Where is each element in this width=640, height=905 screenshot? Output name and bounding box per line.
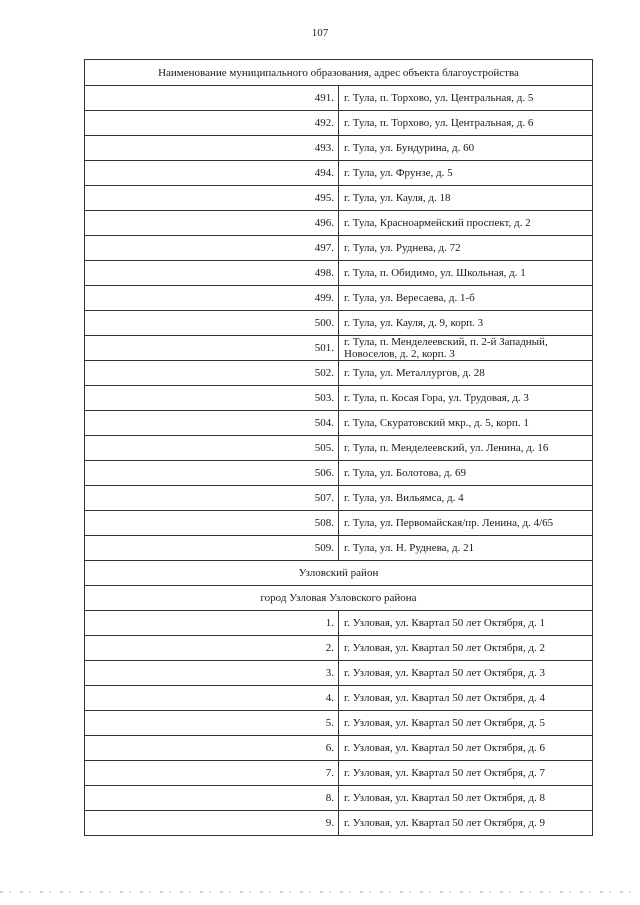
table-row [85, 711, 593, 736]
row-number: 505. [85, 436, 339, 461]
table-row [85, 761, 593, 786]
section-row [85, 561, 593, 586]
row-address: г. Тула, Красноармейский проспект, д. 2 [339, 211, 593, 236]
row-address: г. Узловая, ул. Квартал 50 лет Октября, д. 9 [339, 811, 593, 836]
row-address: г. Узловая, ул. Квартал 50 лет Октября, д. 7 [339, 761, 593, 786]
row-number: 499. [85, 286, 339, 311]
row-address: г. Узловая, ул. Квартал 50 лет Октября, д. 8 [339, 786, 593, 811]
row-address: г. Узловая, ул. Квартал 50 лет Октября, д. 1 [339, 611, 593, 636]
row-number: 5. [85, 711, 339, 736]
table-row [85, 611, 593, 636]
row-number: 495. [85, 186, 339, 211]
row-address: г. Тула, ул. Н. Руднева, д. 21 [339, 536, 593, 561]
row-address: г. Тула, ул. Первомайская/пр. Ленина, д. 4/65 [339, 511, 593, 536]
table-row [85, 336, 593, 361]
address-table-body [85, 60, 593, 836]
row-address: г. Тула, п. Менделеевский, ул. Ленина, д. 16 [339, 436, 593, 461]
table-row [85, 236, 593, 261]
table-row [85, 111, 593, 136]
row-number: 509. [85, 536, 339, 561]
row-number: 497. [85, 236, 339, 261]
row-number: 9. [85, 811, 339, 836]
row-number: 491. [85, 86, 339, 111]
row-number: 500. [85, 311, 339, 336]
row-address: г. Узловая, ул. Квартал 50 лет Октября, д. 5 [339, 711, 593, 736]
row-address: г. Тула, п. Косая Гора, ул. Трудовая, д. 3 [339, 386, 593, 411]
row-number: 496. [85, 211, 339, 236]
table-row [85, 736, 593, 761]
row-number: 503. [85, 386, 339, 411]
row-number: 1. [85, 611, 339, 636]
table-row [85, 311, 593, 336]
row-number: 494. [85, 161, 339, 186]
row-address: г. Узловая, ул. Квартал 50 лет Октября, д. 6 [339, 736, 593, 761]
row-number: 507. [85, 486, 339, 511]
row-number: 2. [85, 636, 339, 661]
table-row [85, 211, 593, 236]
row-address: г. Узловая, ул. Квартал 50 лет Октября, д. 2 [339, 636, 593, 661]
row-number: 493. [85, 136, 339, 161]
row-number: 492. [85, 111, 339, 136]
section-row [85, 586, 593, 611]
table-row [85, 661, 593, 686]
table-row [85, 361, 593, 386]
row-number: 498. [85, 261, 339, 286]
table-row [85, 261, 593, 286]
row-address: г. Тула, ул. Вересаева, д. 1-б [339, 286, 593, 311]
address-table [84, 59, 593, 836]
table-row [85, 161, 593, 186]
row-address: г. Тула, п. Торхово, ул. Центральная, д. 6 [339, 111, 593, 136]
row-number: 504. [85, 411, 339, 436]
table-row [85, 536, 593, 561]
table-row [85, 636, 593, 661]
table-header: Наименование муниципального образования, адрес объекта благоустройства [85, 60, 593, 86]
table-row [85, 186, 593, 211]
row-number: 501. [85, 336, 339, 361]
row-number: 8. [85, 786, 339, 811]
row-number: 7. [85, 761, 339, 786]
row-address: г. Тула, п. Обидимо, ул. Школьная, д. 1 [339, 261, 593, 286]
row-number: 6. [85, 736, 339, 761]
table-row [85, 411, 593, 436]
row-number: 3. [85, 661, 339, 686]
row-number: 502. [85, 361, 339, 386]
row-address: г. Тула, п. Менделеевский, п. 2-й Западный, Новоселов, д. 2, корп. 3 [339, 336, 593, 361]
table-row [85, 436, 593, 461]
row-address: г. Тула, ул. Вильямса, д. 4 [339, 486, 593, 511]
table-row [85, 486, 593, 511]
section-title: Узловский район [85, 561, 593, 586]
row-address: г. Тула, ул. Металлургов, д. 28 [339, 361, 593, 386]
table-row [85, 786, 593, 811]
row-address: г. Тула, Скуратовский мкр., д. 5, корп. 1 [339, 411, 593, 436]
table-row [85, 86, 593, 111]
page-number: 107 [311, 27, 329, 39]
table-row [85, 386, 593, 411]
row-address: г. Тула, ул. Руднева, д. 72 [339, 236, 593, 261]
table-row [85, 461, 593, 486]
row-address: г. Тула, ул. Бундурина, д. 60 [339, 136, 593, 161]
table-header-row [85, 60, 593, 86]
table-row [85, 136, 593, 161]
section-title: город Узловая Узловского района [85, 586, 593, 611]
row-address: г. Тула, ул. Кауля, д. 9, корп. 3 [339, 311, 593, 336]
table-row [85, 511, 593, 536]
table-row [85, 286, 593, 311]
table-row [85, 686, 593, 711]
row-address: г. Узловая, ул. Квартал 50 лет Октября, д. 3 [339, 661, 593, 686]
row-address: г. Тула, ул. Кауля, д. 18 [339, 186, 593, 211]
scan-noise-line [0, 891, 640, 893]
row-number: 4. [85, 686, 339, 711]
row-address: г. Тула, ул. Болотова, д. 69 [339, 461, 593, 486]
table-row [85, 811, 593, 836]
row-number: 506. [85, 461, 339, 486]
row-address: г. Тула, п. Торхово, ул. Центральная, д. 5 [339, 86, 593, 111]
row-address: г. Тула, ул. Фрунзе, д. 5 [339, 161, 593, 186]
row-address: г. Узловая, ул. Квартал 50 лет Октября, д. 4 [339, 686, 593, 711]
row-number: 508. [85, 511, 339, 536]
